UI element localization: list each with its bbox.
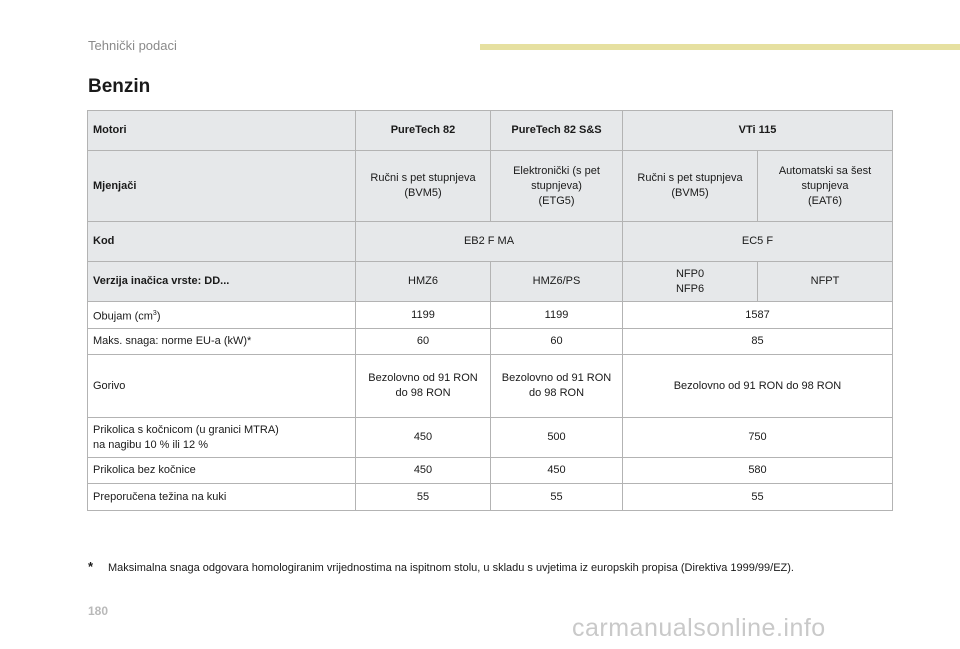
table-row-gorivo: [88, 355, 893, 418]
table-cell: Bezolovno od 91 RON do 98 RON: [623, 355, 893, 418]
cell-line: Elektronički (s pet: [513, 164, 600, 177]
table-cell: 450: [356, 458, 491, 484]
table-cell: [758, 151, 893, 222]
row-label: Maks. snaga: norme EU-a (kW)*: [88, 329, 356, 355]
table-row-prikolica-kocnica: [88, 418, 893, 458]
table-cell: [623, 262, 758, 302]
cell-line: Bezolovno od 91 RON: [501, 372, 612, 384]
table-cell: HMZ6: [356, 262, 491, 302]
row-label: Verzija inačica vrste: DD...: [88, 262, 356, 302]
table-cell: 750: [623, 418, 893, 458]
cell-line: do 98 RON: [395, 387, 451, 399]
row-label: Prikolica bez kočnice: [88, 458, 356, 484]
table-cell: 500: [491, 418, 623, 458]
label-line: na nagibu 10 % ili 12 %: [93, 438, 208, 451]
table-row-snaga: [88, 329, 893, 355]
cell-line: Ručni s pet stupnjeva: [370, 172, 476, 184]
row-label: [88, 302, 356, 329]
table-cell: [356, 151, 491, 222]
cell-line: Ručni s pet stupnjeva: [637, 172, 743, 184]
label-text: Obujam (cm: [93, 310, 153, 323]
table-cell: [623, 151, 758, 222]
label-text: ): [156, 310, 161, 323]
page-number: 180: [88, 604, 109, 618]
table-cell: PureTech 82 S&S: [491, 111, 623, 151]
row-label: Mjenjači: [88, 151, 356, 222]
table-cell: 450: [491, 458, 623, 484]
table-cell: NFPT: [758, 262, 893, 302]
label-line: Prikolica s kočnicom (u granici MTRA): [93, 423, 279, 436]
superscript: 3: [152, 309, 157, 317]
table-cell: HMZ6/PS: [491, 262, 623, 302]
table-row-prikolica-bez: [88, 458, 893, 484]
table-row-kod: [88, 222, 893, 262]
page-heading: Benzin: [88, 76, 151, 97]
table-row-verzija: [88, 262, 893, 302]
table-cell: 1199: [356, 302, 491, 329]
cell-line: Bezolovno od 91 RON: [368, 372, 478, 384]
table-cell: 580: [623, 458, 893, 484]
watermark: carmanualsonline.info: [572, 614, 826, 642]
footnote-text: Maksimalna snaga odgovara homologiranim vrijednostima na ispitnom stolu, u skladu s uvjetima iz europskih propisa (Direktiva 1999/99/EZ).: [108, 562, 794, 574]
header-accent-bar: [480, 44, 960, 50]
table-cell: 55: [491, 484, 623, 511]
row-label: [88, 418, 356, 458]
cell-line: (EAT6): [807, 194, 843, 207]
table-cell: [356, 355, 491, 418]
cell-line: (BVM5): [671, 187, 709, 199]
table-cell: 85: [623, 329, 893, 355]
table-cell: 55: [356, 484, 491, 511]
table-row-motori: [88, 111, 893, 151]
row-label: Preporučena težina na kuki: [88, 484, 356, 511]
table-row-obujam: [88, 302, 893, 329]
table-cell: 60: [356, 329, 491, 355]
table-cell: 1587: [623, 302, 893, 329]
table-row-mjenjaci: [88, 151, 893, 222]
row-label: Kod: [88, 222, 356, 262]
cell-line: stupnjeva: [801, 179, 849, 192]
row-label: Gorivo: [88, 355, 356, 418]
cell-line: (BVM5): [404, 187, 442, 199]
table-cell: EC5 F: [623, 222, 893, 262]
cell-line: do 98 RON: [528, 387, 585, 399]
table-cell: [491, 151, 623, 222]
table-cell: 60: [491, 329, 623, 355]
cell-line: (ETG5): [538, 194, 575, 207]
table-cell: VTi 115: [623, 111, 893, 151]
cell-line: NFP0: [675, 267, 705, 280]
table-cell: 1199: [491, 302, 623, 329]
table-cell: [491, 355, 623, 418]
table-row-tezina: [88, 484, 893, 511]
table-cell: EB2 F MA: [356, 222, 623, 262]
cell-line: Automatski sa šest: [778, 164, 872, 177]
section-title: Tehnički podaci: [88, 38, 177, 53]
cell-line: NFP6: [675, 282, 705, 295]
table-cell: 55: [623, 484, 893, 511]
cell-line: stupnjeva): [531, 179, 582, 192]
specifications-table: [87, 110, 893, 511]
row-label: Motori: [88, 111, 356, 151]
footnote-mark: *: [88, 559, 94, 574]
table-cell: 450: [356, 418, 491, 458]
table-cell: PureTech 82: [356, 111, 491, 151]
